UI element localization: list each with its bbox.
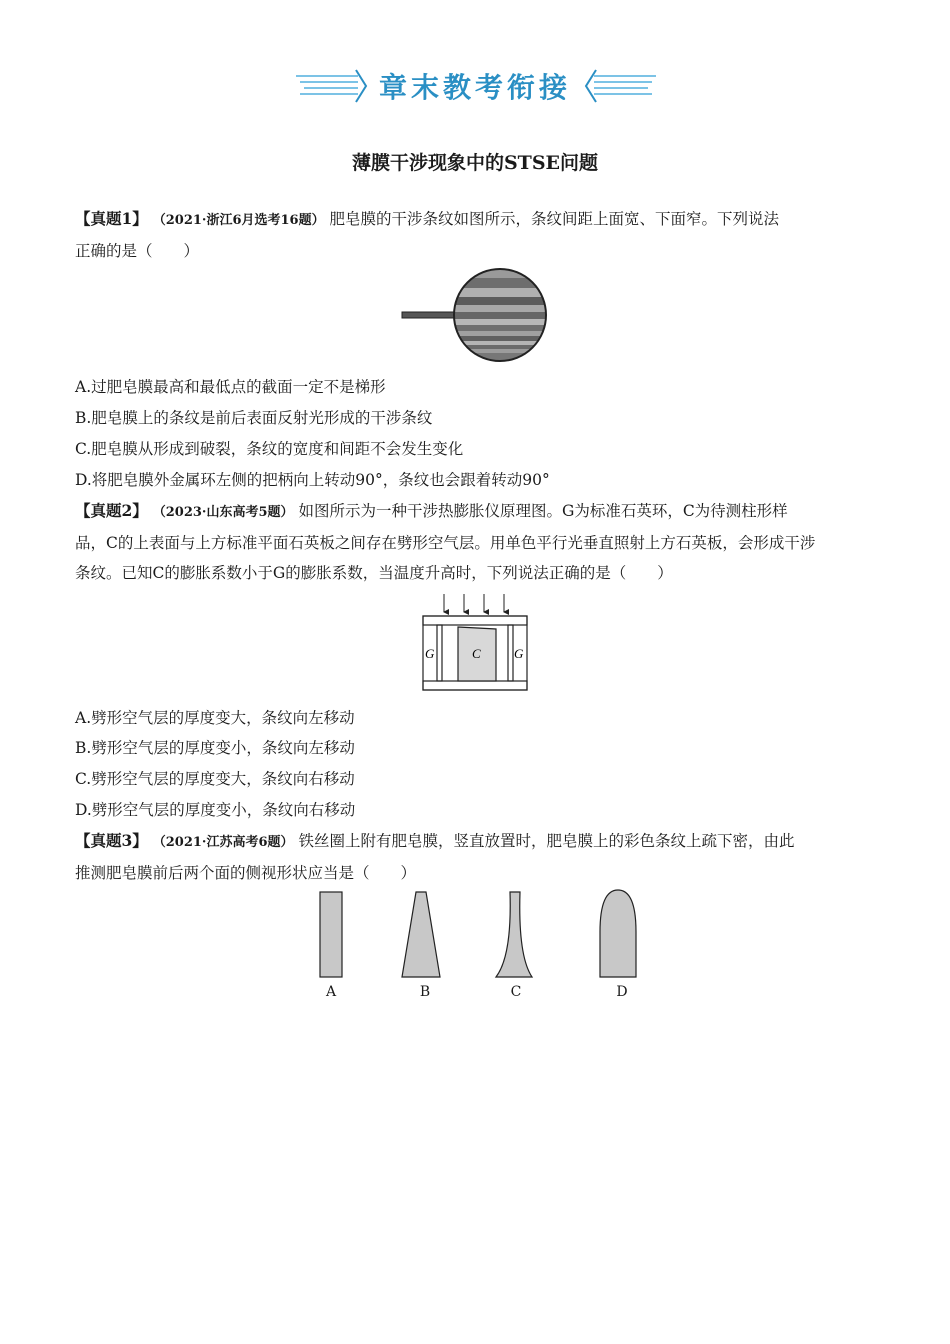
question-2-text-line3: 条纹。已知C的膨胀系数小于G的膨胀系数，当温度升高时，下列说法正确的是（ ）: [75, 564, 673, 582]
question-2-option-b: B.劈形空气层的厚度变小，条纹向左移动: [75, 739, 355, 757]
soap-film-figure: [398, 268, 550, 364]
shape-label-c: C: [510, 984, 522, 1000]
question-2-text-line2: 品，C的上表面与上方标准平面石英板之间存在劈形空气层。用单色平行光垂直照射上方石英板，会形成干涉: [75, 534, 816, 552]
shape-label-a: A: [325, 984, 337, 1000]
question-2-tag: 【真题2】: [75, 501, 148, 520]
shape-d-arch: [600, 890, 636, 977]
question-2-stem: [75, 496, 875, 588]
banner-title: 章末教考衔接: [378, 71, 571, 104]
figure-label-c: C: [472, 646, 481, 661]
shape-label-b: B: [419, 984, 431, 1000]
dilatometer-figure: [420, 592, 532, 694]
film-shapes-figure: [300, 886, 660, 982]
question-1-stem: [75, 204, 875, 266]
figure-label-g-left: G: [425, 646, 435, 661]
figure-label-g-right: G: [514, 646, 524, 661]
shape-label-d: D: [616, 984, 628, 1000]
question-1-tag: 【真题1】: [75, 209, 148, 228]
question-1-text-line2: 正确的是（ ）: [75, 242, 200, 260]
shape-c-flared: [496, 892, 532, 977]
question-3-source: （2021·江苏高考6题）: [152, 835, 294, 850]
question-1-option-d: D.将肥皂膜外金属环左侧的把柄向上转动90°，条纹也会跟着转动90°: [75, 471, 550, 489]
question-3-tag: 【真题3】: [75, 831, 148, 850]
question-3-text-line1: 铁丝圈上附有肥皂膜，竖直放置时，肥皂膜上的彩色条纹上疏下密，由此: [298, 832, 795, 850]
question-1-option-b: B.肥皂膜上的条纹是前后表面反射光形成的干涉条纹: [75, 409, 433, 427]
question-2-text-line1: 如图所示为一种干涉热膨胀仪原理图。G为标准石英环，C为待测柱形样: [298, 502, 788, 520]
question-3-stem: [75, 826, 875, 888]
question-2-source: （2023·山东高考5题）: [152, 505, 294, 520]
question-1-option-c: C.肥皂膜从形成到破裂，条纹的宽度和间距不会发生变化: [75, 440, 464, 458]
page-title: 薄膜干涉现象中的STSE问题: [351, 152, 599, 174]
question-1-option-a: A.过肥皂膜最高和最低点的截面一定不是梯形: [75, 378, 386, 396]
question-2-option-c: C.劈形空气层的厚度变大，条纹向右移动: [75, 770, 355, 788]
question-1-source: （2021·浙江6月选考16题）: [152, 213, 325, 228]
question-1-text-line1: 肥皂膜的干涉条纹如图所示，条纹间距上面宽、下面窄。下列说法: [329, 210, 780, 228]
shape-a-rectangle: [320, 892, 342, 977]
question-3-text-line2: 推测肥皂膜前后两个面的侧视形状应当是（ ）: [75, 864, 417, 882]
question-2-option-d: D.劈形空气层的厚度变小，条纹向右移动: [75, 801, 356, 819]
question-2-option-a: A.劈形空气层的厚度变大，条纹向左移动: [75, 709, 355, 727]
shape-b-trapezoid: [402, 892, 440, 977]
